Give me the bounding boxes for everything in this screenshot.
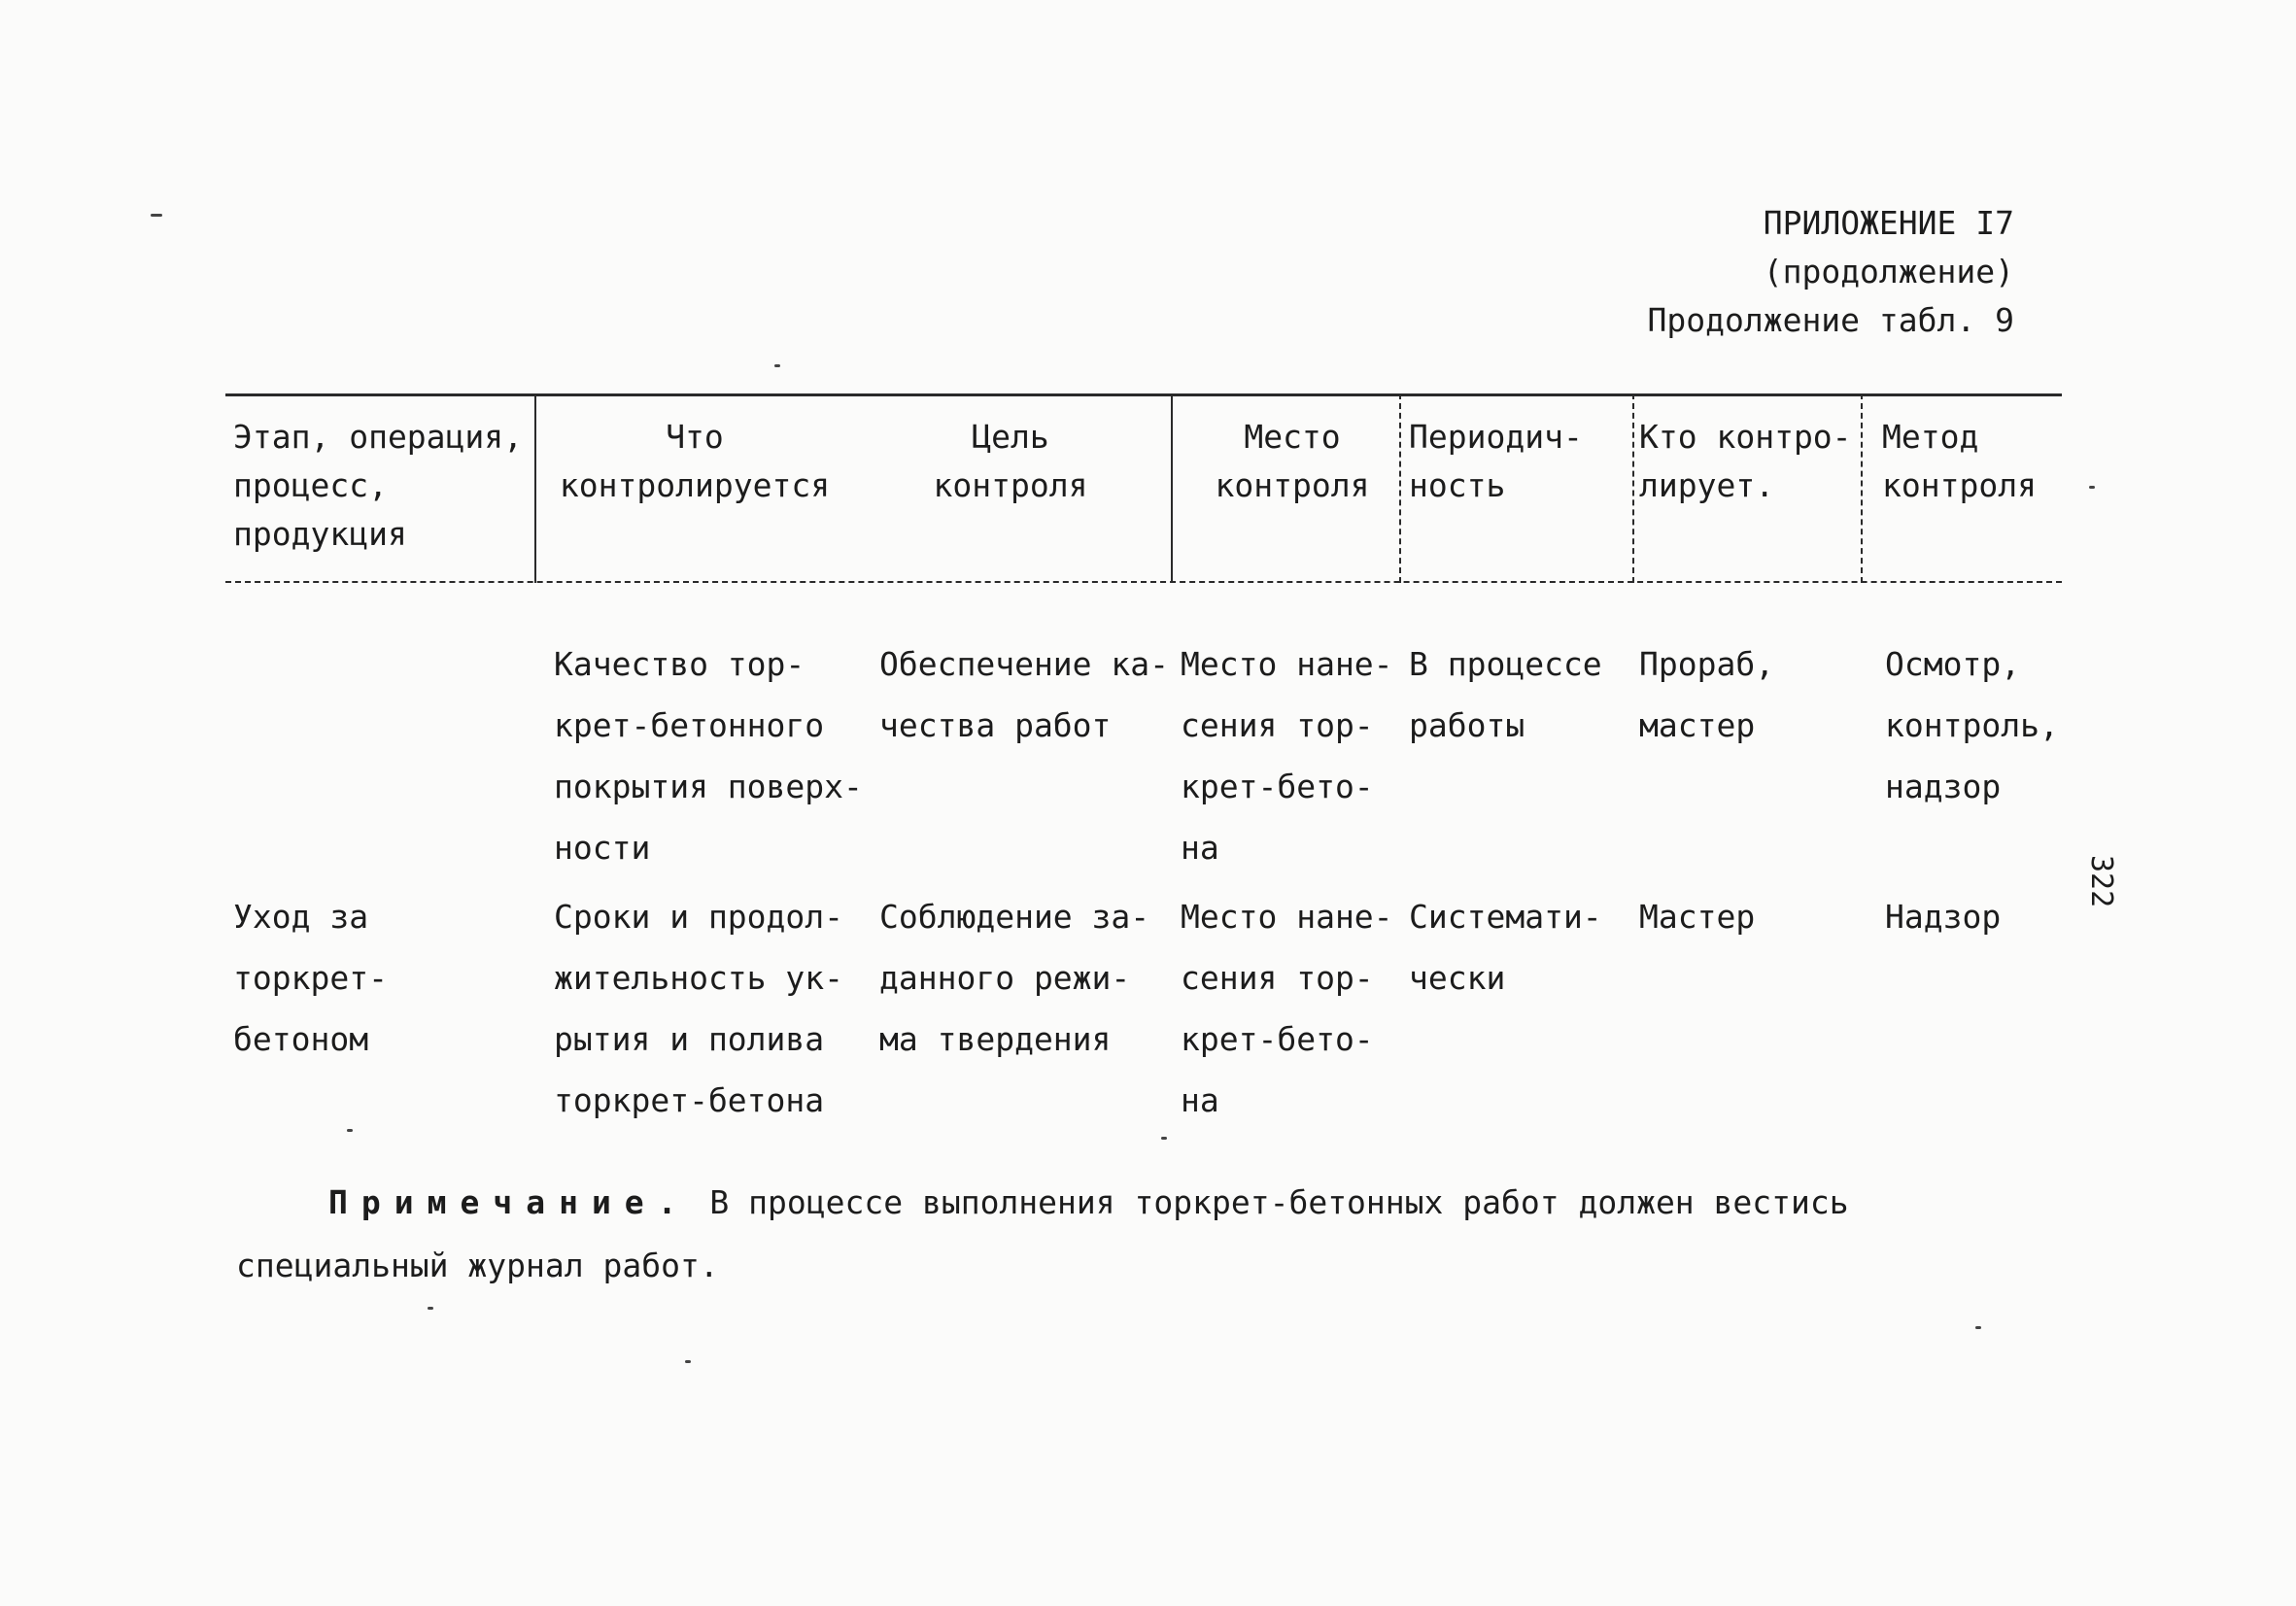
header-cell-periodicity: Периодич- ность: [1409, 418, 1583, 504]
note-text-line1: В процессе выполнения торкрет-бетонных работ должен вестись: [709, 1183, 1849, 1221]
note-text-line2: специальный журнал работ.: [236, 1247, 719, 1284]
header-cell-stage: Этап, операция, процесс, продукция: [233, 418, 524, 553]
table-cell: Место нане- сения тор- крет-бето- на: [1181, 898, 1393, 1119]
table-cell: Сроки и продол- жительность ук- рытия и полива торкрет-бетона: [554, 898, 844, 1119]
column-divider: [534, 393, 536, 583]
header-cell-who: Кто контро- лирует.: [1639, 418, 1852, 504]
table-cell: Качество тор- крет-бетонного покрытия поверх- ности: [554, 645, 863, 867]
table-note: [236, 1171, 1849, 1297]
table-cell: Системати- чески: [1409, 898, 1602, 997]
table-cell: Обеспечение ка- чества работ: [879, 645, 1170, 744]
column-divider: [1171, 393, 1173, 583]
note-label: Примечание.: [328, 1183, 691, 1221]
table-cell: Мастер: [1639, 898, 1756, 936]
scan-speck: [685, 1360, 691, 1363]
scan-speck: [347, 1129, 353, 1132]
header-cell-purpose: Цель контроля: [933, 418, 1088, 504]
table-header-bottom-rule: [225, 581, 2062, 583]
table-top-rule: [225, 393, 2062, 396]
column-divider: [1861, 393, 1863, 583]
table-cell: Уход за торкрет- бетоном: [233, 898, 388, 1058]
table-cell: Осмотр, контроль, надзор: [1885, 645, 2059, 805]
scan-speck: [428, 1307, 433, 1310]
table-cell: Прораб, мастер: [1639, 645, 1775, 744]
scan-speck: [1161, 1137, 1167, 1140]
table-cell: Надзор: [1885, 898, 2002, 936]
table-cell: Соблюдение за- данного режи- ма твердения: [879, 898, 1150, 1058]
table-cell: Место нане- сения тор- крет-бето- на: [1181, 645, 1393, 867]
document-header: [1648, 199, 2015, 345]
scan-speck: [151, 214, 162, 217]
appendix-continuation: (продолжение): [1763, 253, 2014, 290]
table-cell: В процессе работы: [1409, 645, 1602, 744]
column-divider: [1632, 393, 1634, 583]
scan-speck: [1975, 1326, 1981, 1329]
header-cell-place: Место контроля: [1215, 418, 1370, 504]
header-cell-method: Метод контроля: [1882, 418, 2037, 504]
scan-speck: [2089, 486, 2095, 489]
page-number: 322: [2084, 855, 2118, 908]
column-divider: [1399, 393, 1401, 583]
appendix-title: ПРИЛОЖЕНИЕ I7: [1763, 204, 2014, 242]
table-continuation: Продолжение табл. 9: [1647, 301, 2014, 339]
header-cell-what: Что контролируется: [559, 418, 831, 504]
scan-speck: [774, 364, 780, 367]
